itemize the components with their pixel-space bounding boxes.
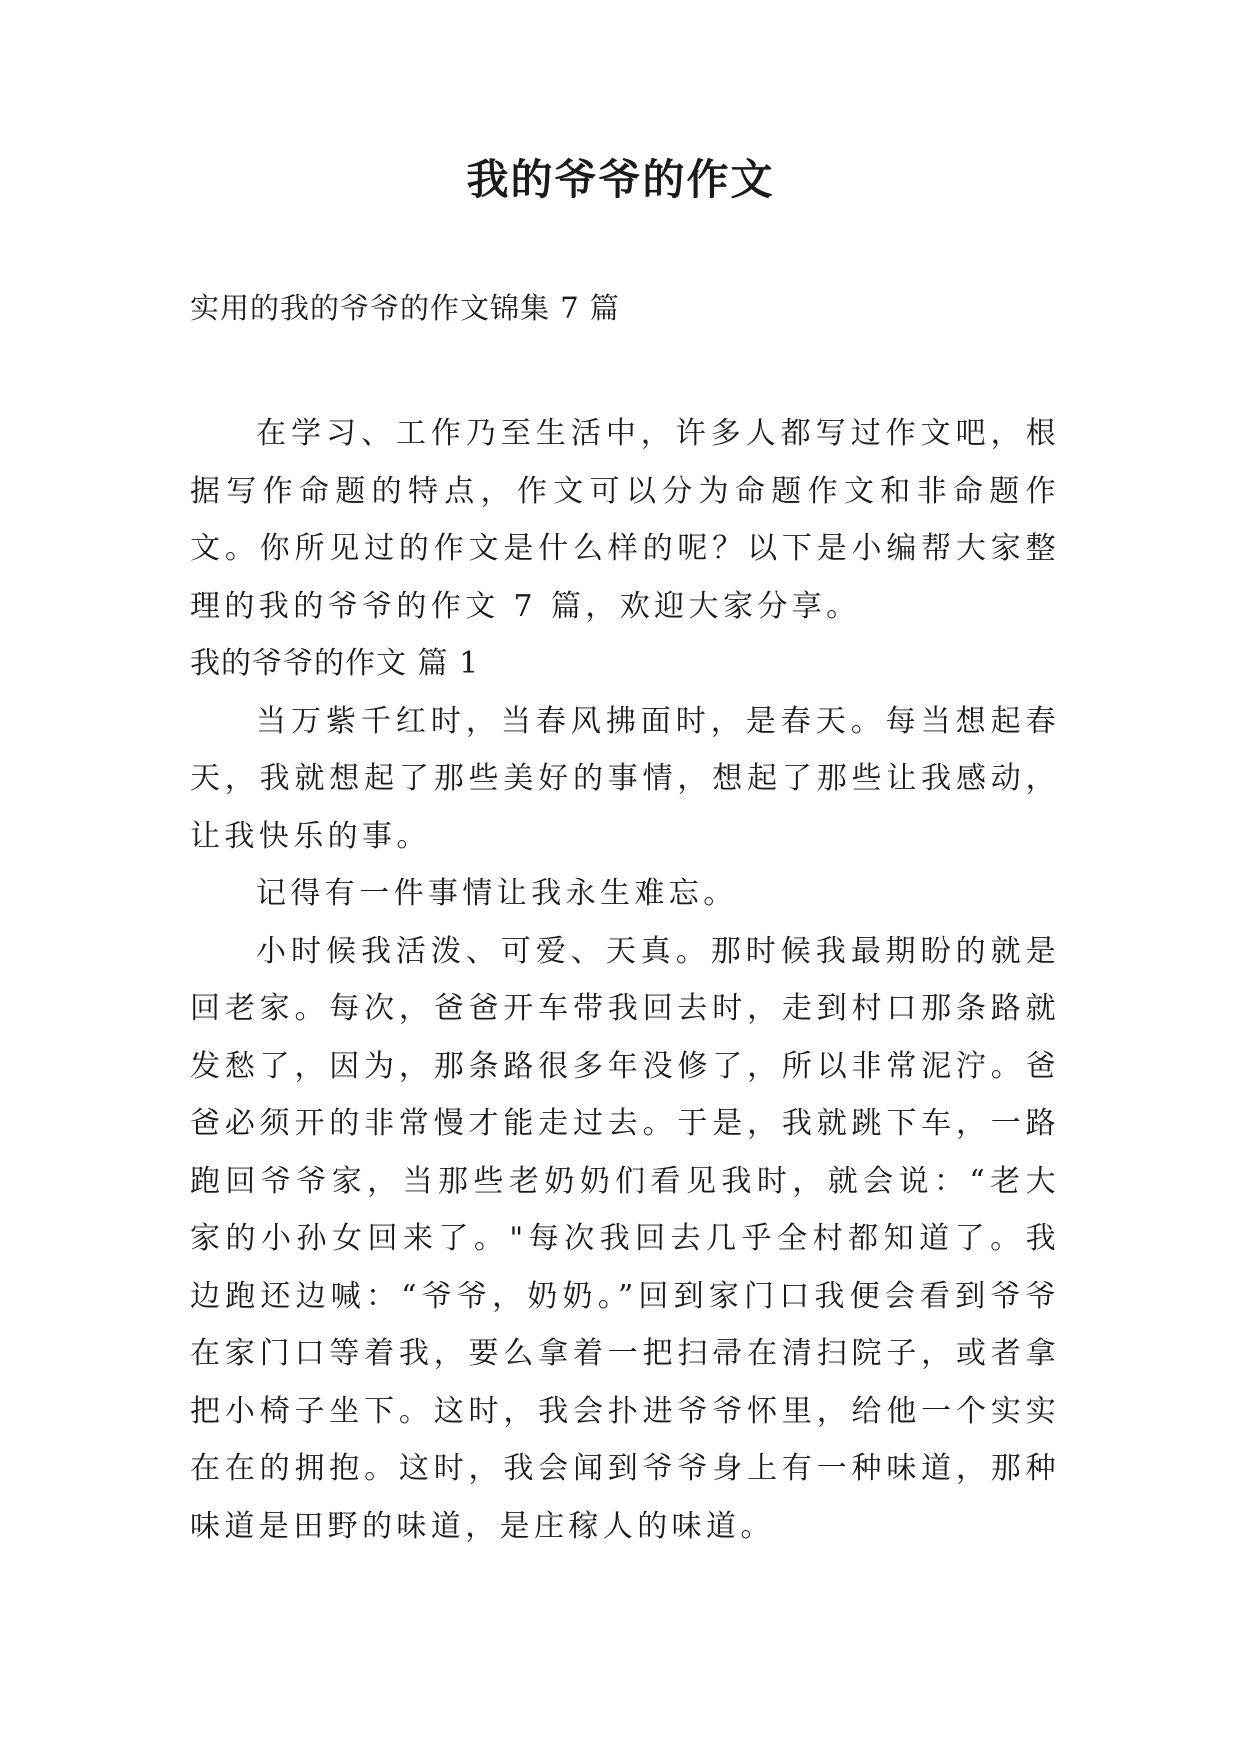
body-paragraph: 小时候我活泼、可爱、天真。那时候我最期盼的就是回老家。每次，爸爸开车带我回去时，走到村口那条路就发愁了，因为，那条路很多年没修了，所以非常泥泞。爸爸必须开的非常慢才能走过去。于是，我就跳下车，一路跑回爷爷家，当那些老奶奶们看见我时，就会说：“老大家的小孙女回来了。"每次我回去几乎全村都知道了。我边跑还边喊：“爷爷，奶奶。”回到家门口我便会看到爷爷在家门口等着我，要么拿着一把扫帚在清扫院子，或者拿把小椅子坐下。这时，我会扑进爷爷怀里，给他一个实实在在的拥抱。这时，我会闻到爷爷身上有一种味道，那种味道是田野的味道，是庄稼人的味道。 xyxy=(190,933,1060,1544)
document-body xyxy=(190,405,1060,1555)
body-paragraph: 记得有一件事情让我永生难忘。 xyxy=(256,876,738,911)
document-title: 我的爷爷的作文 xyxy=(466,155,775,204)
section-heading: 我的爷爷的作文 篇 1 xyxy=(190,646,480,681)
body-paragraph: 当万紫千红时，当春风拂面时，是春天。每当想起春天，我就想起了那些美好的事情，想起了那些让我感动，让我快乐的事。 xyxy=(190,703,1060,854)
document-subtitle: 实用的我的爷爷的作文锦集 7 篇 xyxy=(190,291,620,325)
intro-paragraph: 在学习、工作乃至生活中，许多人都写过作文吧，根据写作命题的特点，作文可以分为命题作文和非命题作文。你所见过的作文是什么样的呢？以下是小编帮大家整理的我的爷爷的作文 7 篇，欢迎大家分享。 xyxy=(190,416,1060,624)
